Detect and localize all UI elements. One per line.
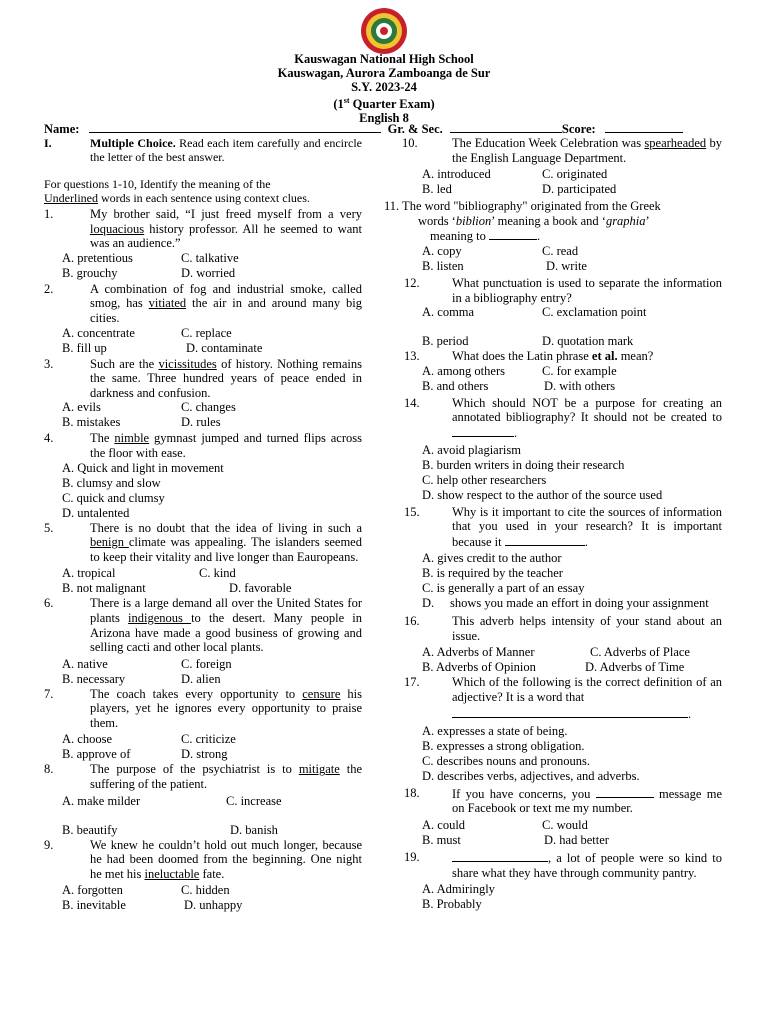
choice-13b[interactable]: B. and others [422,378,489,393]
choices-18-row1 [384,818,722,833]
choice-17b[interactable]: B. expresses a strong obligation. [422,738,585,753]
choice-14c-row [384,473,722,488]
choice-18d[interactable]: D. had better [544,833,609,848]
choice-14a-row [384,443,722,458]
choices-18-row2 [384,833,722,848]
choice-17a[interactable]: A. expresses a state of being. [422,723,568,738]
choice-2c[interactable]: C. replace [181,325,232,340]
choice-12c[interactable]: C. exclamation point [542,305,647,320]
choice-4d[interactable]: D. untalented [62,505,130,520]
choice-8c[interactable]: C. increase [226,793,282,808]
choice-17a-row [384,724,722,739]
choice-19b-row [384,897,722,912]
choices-10-row2 [384,182,722,197]
question-17: 17. Which of the following is the correct definition of an adjective? It is a word that . [404,675,722,722]
choice-12d[interactable]: D. quotation mark [542,334,634,349]
name-label: Name: [44,122,80,136]
choices-8-row2 [44,823,362,838]
question-3: 3. Such are the vicissitudes of history. Nothing remains the same. Three hundred years of peace ended in darkness and confusion. [44,356,363,400]
choices-11-row2 [384,259,722,274]
choice-3d[interactable]: D. rules [181,415,221,430]
choice-15c[interactable]: C. is generally a part of an essay [422,581,585,596]
choice-4b-row [44,476,362,491]
choice-1d[interactable]: D. worried [181,265,236,280]
choice-19a-row [384,882,722,897]
grsec-label: Gr. & Sec. [387,122,443,136]
school-name: Kauswagan National High School [294,52,474,66]
choice-2b[interactable]: B. fill up [62,340,107,355]
choice-9b[interactable]: B. inevitable [62,898,126,913]
subject-title: English 8 [359,111,409,126]
question-15: 15. Why is it important to cite the sources of information that you used in your research? It is important because it . [404,504,722,549]
choice-5b[interactable]: B. not malignant [62,581,146,596]
choices-3-row1 [44,400,362,415]
school-seal-logo [360,7,408,55]
question-13: 13. What does the Latin phrase et al. mean? [404,349,654,364]
choice-8b[interactable]: B. beautify [62,822,118,837]
choice-7b[interactable]: B. approve of [62,747,131,762]
exam-title: (1st Quarter Exam) [333,96,435,112]
choice-11a[interactable]: A. copy [422,243,462,258]
choice-11d[interactable]: D. write [546,258,587,273]
choice-19a[interactable]: A. Admiringly [422,882,495,897]
choices-1-row2 [44,266,362,281]
choice-17c-row [384,754,722,769]
name-field[interactable] [89,121,381,133]
choice-13c[interactable]: C. for example [542,363,617,378]
question-5: 5. There is no doubt that the idea of living in such a benign climate was appealing. The islanders seemed to keep their vitality and live longer than Eauropeans. [44,520,362,564]
choice-5c[interactable]: C. kind [199,566,236,581]
question-9: 9. We knew he couldn’t hold out much longer, because he had been doomed from the beginning. One night he met his ineluctable fate. [44,837,362,881]
choice-2a[interactable]: A. concentrate [62,325,135,340]
choice-16a[interactable]: A. Adverbs of Manner [422,645,535,660]
grsec-field[interactable] [450,121,562,133]
question-18: 18. If you have concerns, you message me on Facebook or text me my number. [404,785,722,816]
choice-17d-row [384,769,722,784]
choices-13-row1 [384,364,722,379]
choice-10c[interactable]: C. originated [542,167,608,182]
choice-3b[interactable]: B. mistakes [62,415,121,430]
choice-17c[interactable]: C. describes nouns and pronouns. [422,753,591,768]
choice-7c[interactable]: C. criticize [181,732,236,747]
exam-header [0,52,768,125]
question-10: 10. The Education Week Celebration was spearheaded by the English Language Department. [402,136,723,165]
choices-8-row1 [44,794,362,809]
choice-4a-row [44,461,362,476]
choice-15d[interactable]: D. shows you made an effort in doing your assignment [422,596,709,611]
question-4: 4. The nimble gymnast jumped and turned flips across the floor with ease. [44,431,363,460]
choices-5-row2 [44,581,362,596]
choice-6d[interactable]: D. alien [181,671,221,686]
choice-9d[interactable]: D. unhappy [184,898,243,913]
choice-5a[interactable]: A. tropical [62,566,116,581]
choice-16b[interactable]: B. Adverbs of Opinion [422,660,536,675]
choices-16-row2 [384,660,722,675]
choice-14b-row [384,458,722,473]
choice-9a[interactable]: A. forgotten [62,883,123,898]
choices-2-row1 [44,326,362,341]
choice-6b[interactable]: B. necessary [62,671,126,686]
question-11: 11. The word "bibliography" originated from the Greek words ‘biblion’ meaning a book and ‘graphia’ meaning to . [384,199,661,244]
question-12: 12. What punctuation is used to separate the information in a bibliography entry? [404,275,722,305]
choice-15a[interactable]: A. gives credit to the author [422,551,562,566]
choices-16-row1 [384,645,722,660]
choice-1c[interactable]: C. talkative [181,250,239,265]
choice-18b[interactable]: B. must [422,833,461,848]
choice-2d[interactable]: D. contaminate [186,340,263,355]
school-address: Kauswagan, Aurora Zamboanga de Sur [277,66,491,80]
question-6: 6. There is a large demand all over the United States for plants indigenous to the desert. Many people in Arizona have made a good business of growing and selling cacti and other local plants. [44,596,363,655]
choice-16d[interactable]: D. Adverbs of Time [585,660,685,675]
choice-4d-row [44,506,362,521]
choice-1b[interactable]: B. grouchy [62,265,118,280]
choice-13d[interactable]: D. with others [544,378,616,393]
choice-17b-row [384,739,722,754]
question-14: 14. Which should NOT be a purpose for creating an annotated bibliography? It should not be created to . [404,395,722,440]
choice-4b[interactable]: B. clumsy and slow [62,475,161,490]
choice-14b[interactable]: B. burden writers in doing their research [422,457,625,472]
choices-6-row1 [44,657,362,672]
choice-4c-row [44,491,362,506]
choice-12a[interactable]: A. comma [422,305,475,320]
choice-6c[interactable]: C. foreign [181,656,232,671]
choice-15a-row [384,551,722,566]
question-2: 2. A combination of fog and industrial smoke, called smog, has vitiated the air in and around many big cities. [44,281,362,325]
choice-12b[interactable]: B. period [422,334,469,349]
choice-14c[interactable]: C. help other researchers [422,472,547,487]
question-1: 1. My brother said, “I just freed myself from a very loquacious history professor. All he seemed to want was an audience.” [44,207,362,251]
choices-10-row1 [384,167,722,182]
choices-1-row1 [44,251,362,266]
score-field[interactable] [605,121,683,133]
choice-5d[interactable]: D. favorable [229,581,292,596]
choice-4c[interactable]: C. quick and clumsy [62,490,165,505]
sub-instructions: For questions 1-10, Identify the meaning of the Underlined words in each sentence using context clues. [44,177,310,205]
choice-19b[interactable]: B. Probably [422,897,482,912]
choice-11c[interactable]: C. read [542,243,579,258]
choice-18a[interactable]: A. could [422,818,466,833]
right-column [384,136,722,912]
choice-17d[interactable]: D. describes verbs, adjectives, and adverbs. [422,768,640,783]
choices-12-row2 [384,334,722,349]
choice-7a[interactable]: A. choose [62,732,112,747]
choice-3c[interactable]: C. changes [181,400,236,415]
choices-13-row2 [384,379,722,394]
choice-9c[interactable]: C. hidden [181,883,230,898]
left-column [44,136,362,913]
choice-16c[interactable]: C. Adverbs of Place [590,645,690,660]
choice-10d[interactable]: D. participated [542,182,617,197]
student-info-row [44,121,744,137]
question-8: 8. The purpose of the psychiatrist is to mitigate the suffering of the patient. [44,762,362,792]
question-16: 16. This adverb helps intensity of your stand about an issue. [404,613,722,643]
choices-6-row2 [44,672,362,687]
choice-10a[interactable]: A. introduced [422,167,491,182]
choice-4a[interactable]: A. Quick and light in movement [62,460,224,475]
choice-13a[interactable]: A. among others [422,363,505,378]
school-year: S.Y. 2023-24 [351,80,417,94]
section-instructions: I. Multiple Choice. Read each item carefully and encircle the letter of the best answer. [44,136,363,164]
choices-12-row1 [384,305,722,320]
choice-7d[interactable]: D. strong [181,747,228,762]
choice-8d[interactable]: D. banish [230,822,278,837]
choice-6a[interactable]: A. native [62,656,108,671]
choice-14d-row [384,488,722,503]
choice-1a[interactable]: A. pretentious [62,250,133,265]
choices-9-row2 [44,898,362,913]
choices-7-row1 [44,732,362,747]
choices-2-row2 [44,341,362,356]
choices-3-row2 [44,415,362,430]
choices-11-row1 [384,244,722,259]
choice-18c[interactable]: C. would [542,818,588,833]
choice-11b[interactable]: B. listen [422,258,464,273]
choices-5-row1 [44,566,362,581]
choice-15b-row [384,566,722,581]
choice-8a[interactable]: A. make milder [62,793,141,808]
choice-14d[interactable]: D. show respect to the author of the source used [422,487,663,502]
choice-14a[interactable]: A. avoid plagiarism [422,442,521,457]
choice-15c-row [384,581,722,596]
choice-10b[interactable]: B. led [422,182,452,197]
score-label: Score: [561,122,596,136]
choice-3a[interactable]: A. evils [62,400,101,415]
question-7: 7. The coach takes every opportunity to censure his players, yet he ignores every opportunity to praise them. [44,686,363,730]
question-19: 19. , a lot of people were so kind to share what they have through community pantry. [404,850,722,880]
choices-9-row1 [44,883,362,898]
choices-7-row2 [44,747,362,762]
choice-15b[interactable]: B. is required by the teacher [422,566,563,581]
